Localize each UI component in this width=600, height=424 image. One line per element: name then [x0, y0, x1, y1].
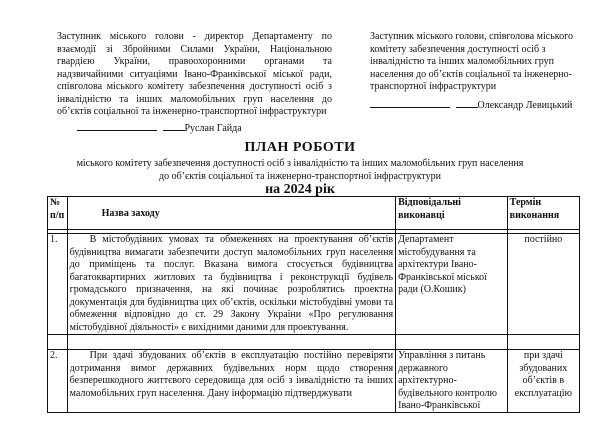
- signature-line: [77, 121, 157, 131]
- row-responsible: Департамент містобудування та архітектури Івано-Франківської міської ради (О.Кошик): [396, 234, 508, 335]
- plan-subtitle-line2: до об’єктів соціальної та інженерно-транспортної інфраструктури: [158, 171, 442, 182]
- header-term: Термін виконання: [507, 197, 579, 230]
- approval-right-signature: [370, 98, 572, 112]
- row-num: 2.: [48, 350, 68, 413]
- row-task: [67, 350, 395, 413]
- row-responsible: [396, 350, 508, 413]
- row-term: постійно: [507, 234, 579, 335]
- approval-left-text: Заступник міського голови - директор Департаменту по взаємодії зі Збройними Силами України, Національною гвардією України, правоохоронними органами та надзвичайними ситуаціями Івано-Франківської міської ради, співголова міського комітету забезпечення доступності осіб з інвалідністю та інших маломобільних груп населення до об’єктів соціальної та інженерно-транспортної інфраструктури: [57, 31, 332, 117]
- row-task-text: В містобудівних умовах та обмеженнях на проектування об’єктів будівництва вимагати забезпечити доступ маломобільних груп населення до приміщень та послуг. Вказана вимога стосується будівництва багатоквартирних житлових та будівництва і реконструкції будівель громадського призначення, на які починає розроблятись проектна документація для будівництва цих об’єктів, оскільки містобудівні умови та обмеження відповідно до ст. 29 Закону України «Про регулювання містобудівної діяльності» є вихідними даними для проектування.: [69, 234, 394, 333]
- row-task-text: При здачі збудованих об’єктів в експлуатацію постійно перевіряти дотримання вимог державних будівельних норм щодо створення безперешкодного життєвого середовища для осіб з інвалідністю та інших маломобільних груп населення. Дану інформацію підтверджувати: [69, 350, 394, 399]
- row-num: 1.: [48, 234, 68, 335]
- row-term: [507, 350, 579, 413]
- table-header-row: [48, 197, 580, 230]
- plan-subtitle-line1: міського комітету забезпечення доступності осіб з інвалідністю та інших маломобільних груп населення: [76, 158, 524, 169]
- row-task: [67, 234, 395, 335]
- signature-line: [370, 98, 450, 108]
- row-term-text: при здачі збудованих об’єктів в експлуатацію: [514, 350, 573, 399]
- row-responsible-text: Управління з питань державного архітектурно-будівельного контролю Івано-Франківської: [398, 350, 497, 411]
- header-responsible: Відповідальні виконавці: [396, 197, 508, 230]
- header-num: № п/п: [48, 197, 68, 230]
- signature-name-left: Руслан Гайда: [184, 123, 242, 134]
- header-name: [67, 197, 395, 230]
- signature-name-right: Олександр Левицький: [477, 100, 573, 111]
- approval-right-text: Заступник міського голови, співголова міського комітету забезпечення доступності осіб з інвалідністю та інших маломобільних груп населення до об’єктів соціальної та інженерно-транспортної інфраструктури: [370, 31, 573, 92]
- table-spacer-row: [48, 335, 580, 350]
- table-row: [48, 350, 580, 413]
- signature-line: [456, 98, 478, 108]
- header-name-label: Назва заходу: [101, 208, 160, 219]
- plan-title: ПЛАН РОБОТИ: [244, 140, 356, 155]
- signature-line: [163, 121, 185, 131]
- plan-table: [47, 196, 580, 413]
- approval-left-signature: [77, 121, 242, 135]
- table-row: [48, 234, 580, 335]
- plan-year: на 2024 рік: [265, 182, 335, 197]
